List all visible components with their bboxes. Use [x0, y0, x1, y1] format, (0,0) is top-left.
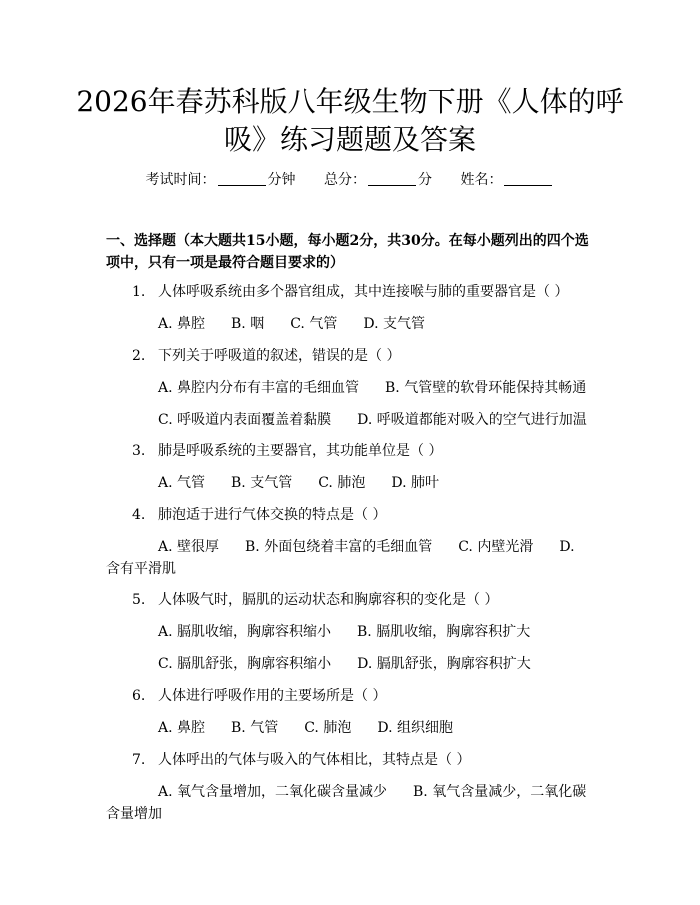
option-a[interactable]: A. 壁很厚	[158, 539, 220, 555]
score-blank	[368, 171, 416, 186]
question-number: 3.	[132, 443, 146, 459]
question-1	[132, 282, 568, 302]
question-text: 人体呼吸系统由多个器官组成，其中连接喉与肺的重要器官是（ ）	[158, 284, 569, 300]
question-3	[132, 441, 442, 461]
options-q6	[158, 718, 479, 738]
option-c[interactable]: C. 肺泡	[318, 475, 366, 491]
question-number: 4.	[132, 507, 146, 523]
question-text: 人体进行呼吸作用的主要场所是（ ）	[158, 688, 387, 704]
option-b[interactable]: B. 咽	[231, 316, 265, 332]
question-6	[132, 686, 386, 706]
exam-meta	[0, 169, 700, 189]
option-b[interactable]: B. 氧气含量减少，二氧化碳	[413, 784, 587, 800]
options-q5-row1	[158, 622, 556, 642]
option-a[interactable]: A. 鼻腔	[158, 720, 206, 736]
option-c[interactable]: C. 肺泡	[304, 720, 352, 736]
option-a[interactable]: A. 气管	[158, 475, 206, 491]
option-b[interactable]: B. 气管	[231, 720, 279, 736]
name-label: 姓名：	[460, 172, 503, 188]
option-d[interactable]: D. 呼吸道都能对吸入的空气进行加温	[357, 412, 587, 428]
doc-title-line2: 吸》练习题题及答案	[223, 123, 476, 156]
question-number: 7.	[132, 752, 146, 768]
question-2	[132, 346, 400, 366]
option-b[interactable]: B. 外面包绕着丰富的毛细血管	[245, 539, 433, 555]
question-5	[132, 590, 498, 610]
question-text: 人体吸气时，膈肌的运动状态和胸廓容积的变化是（ ）	[158, 592, 499, 608]
time-label: 考试时间：	[145, 172, 216, 188]
option-c[interactable]: C. 内壁光滑	[458, 539, 534, 555]
option-c[interactable]: C. 气管	[290, 316, 338, 332]
option-a[interactable]: A. 鼻腔	[158, 316, 206, 332]
option-d[interactable]: D. 支气管	[363, 316, 425, 332]
options-q1	[158, 314, 451, 334]
option-b[interactable]: B. 支气管	[231, 475, 293, 491]
option-b[interactable]: B. 膈肌收缩，胸廓容积扩大	[357, 624, 531, 640]
option-d[interactable]: D. 膈肌舒张，胸廓容积扩大	[357, 656, 531, 672]
option-a[interactable]: A. 膈肌收缩，胸廓容积缩小	[158, 624, 332, 640]
section-heading: 一、选择题（本大题共15小题，每小题2分，共30分。在每小题列出的四个选项中，只有一项是最符合题目要求的）	[106, 233, 589, 271]
options-q2-row2	[158, 410, 613, 430]
doc-title-line1: 2026年春苏科版八年级生物下册《人体的呼	[76, 85, 624, 118]
question-7	[132, 750, 470, 770]
option-c[interactable]: C. 呼吸道内表面覆盖着黏膜	[158, 412, 332, 428]
options-q2-row1	[158, 378, 612, 398]
time-unit: 分钟	[267, 172, 296, 188]
option-c[interactable]: C. 膈肌舒张，胸廓容积缩小	[158, 656, 332, 672]
question-number: 2.	[132, 348, 146, 364]
option-a[interactable]: A. 鼻腔内分布有丰富的毛细血管	[158, 380, 360, 396]
question-text: 下列关于呼吸道的叙述，错误的是（ ）	[158, 348, 401, 364]
option-b-continued: 含量增加	[106, 806, 162, 822]
option-b[interactable]: B. 气管壁的软骨环能保持其畅通	[385, 380, 587, 396]
option-d-continued: 含有平滑肌	[106, 561, 176, 577]
question-text: 人体呼出的气体与吸入的气体相比，其特点是（ ）	[158, 752, 471, 768]
option-d[interactable]: D. 肺叶	[391, 475, 439, 491]
options-q5-row2	[158, 654, 557, 674]
question-text: 肺是呼吸系统的主要器官，其功能单位是（ ）	[158, 443, 443, 459]
name-blank	[504, 171, 552, 186]
score-unit: 分	[418, 172, 432, 188]
question-number: 1.	[132, 284, 146, 300]
question-text: 肺泡适于进行气体交换的特点是（ ）	[158, 507, 387, 523]
score-label: 总分：	[324, 172, 366, 188]
option-a[interactable]: A. 氧气含量增加，二氧化碳含量减少	[158, 784, 388, 800]
options-q3	[158, 473, 465, 493]
options-q7	[158, 782, 586, 802]
question-number: 5.	[132, 592, 146, 608]
option-d[interactable]: D. 组织细胞	[377, 720, 453, 736]
option-d[interactable]: D.	[559, 539, 575, 555]
options-q4	[158, 537, 575, 557]
time-blank	[218, 171, 266, 186]
question-number: 6.	[132, 688, 146, 704]
question-4	[132, 505, 386, 525]
